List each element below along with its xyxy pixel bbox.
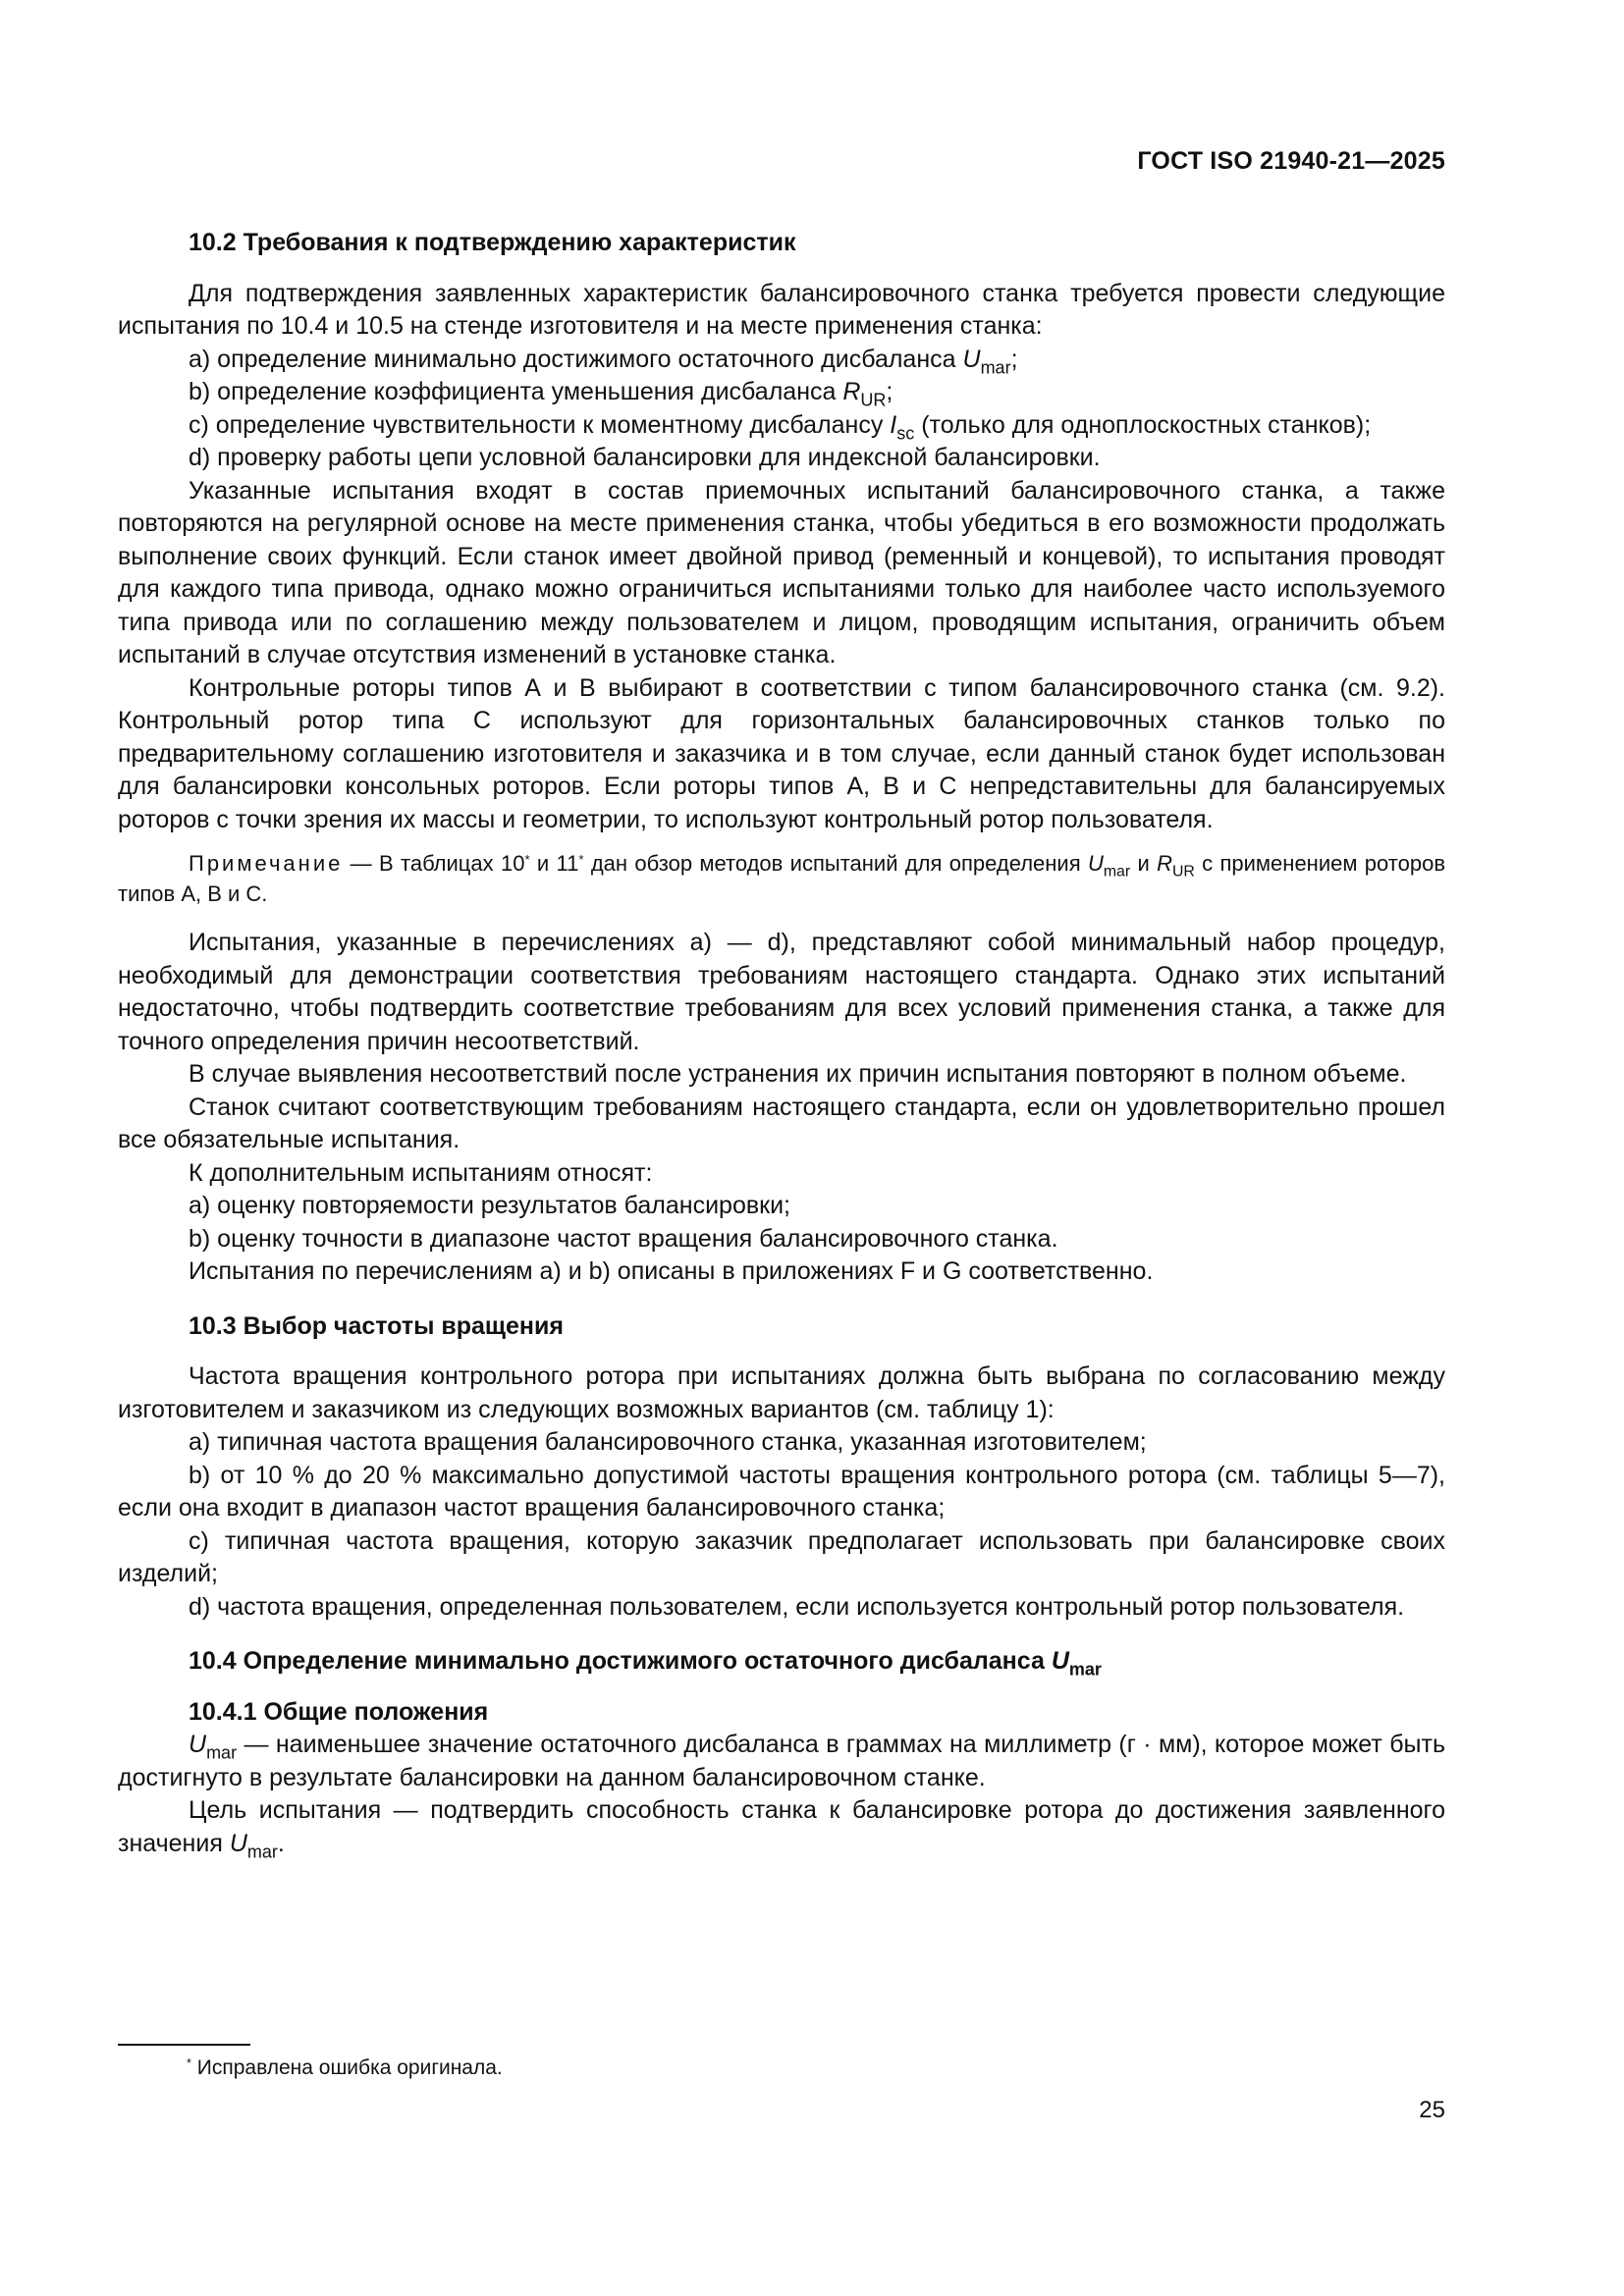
paragraph: Цель испытания — подтвердить способность станка к балансировке ротора до достижения заявленного значения $U_{mar}$. (118, 1796, 1445, 1861)
section-heading-10-4: 10.4 Определение минимально достижимого остаточного дисбаланса $U_{mar}$ (189, 1647, 1102, 1680)
paragraph: Для подтверждения заявленных характеристик балансировочного станка требуется провести следующие испытания по 10.4 и 10.5 на стенде изготовителя и на месте применения станка: (118, 279, 1445, 340)
paragraph: Частота вращения контрольного ротора при испытаниях должна быть выбрана по согласованию между изготовителем и заказчиком из следующих возможных вариантов (см. таблицу 1): (118, 1362, 1445, 1423)
list-item: с) определение чувствительности к моментному дисбалансу $I_{sc}$ (только для одноплоскостных станков); (189, 410, 1372, 443)
list-item: а) определение минимально достижимого остаточного дисбаланса $U_{mar}$; (189, 345, 1018, 377)
list-item: b) определение коэффициента уменьшения дисбаланса $R_{UR}$; (189, 378, 893, 410)
list-item: b) оценку точности в диапазоне частот вращения балансировочного станка. (189, 1224, 1058, 1253)
list-item: d) частота вращения, определенная пользователем, если используется контрольный ротор пользователя. (189, 1592, 1405, 1621)
footnote: * Исправлена ошибка оригинала. (187, 2056, 503, 2079)
subsection-heading-10-4-1: 10.4.1 Общие положения (189, 1697, 489, 1726)
paragraph: Станок считают соответствующим требованиям настоящего стандарта, если он удовлетворительно прошел все обязательные испытания. (118, 1093, 1445, 1153)
paragraph: $U_{mar}$ — наименьшее значение остаточного дисбаланса в граммах на миллиметр (г · мм), которое может быть достигнуто в результате балансировки на данном балансировочном станке. (118, 1731, 1445, 1791)
list-item: а) оценку повторяемости результатов балансировки; (189, 1192, 790, 1219)
page-body (118, 221, 1445, 1860)
list-item: b) от 10 % до 20 % максимально допустимой частоты вращения контрольного ротора (см. таблицы 5—7), если она входит в диапазон частот вращения балансировочного станка; (118, 1461, 1445, 1522)
list-item: с) типичная частота вращения, которую заказчик предполагает использовать при балансировке своих изделий; (118, 1526, 1445, 1587)
section-heading-10-3: 10.3 Выбор частоты вращения (189, 1311, 564, 1340)
section-heading-10-2: 10.2 Требования к подтверждению характеристик (189, 229, 796, 256)
document-code: ГОСТ ISO 21940-21—2025 (1137, 147, 1445, 175)
page-number: 25 (1419, 2097, 1445, 2123)
paragraph: В случае выявления несоответствий после устранения их причин испытания повторяют в полном объеме. (189, 1060, 1407, 1088)
paragraph: Указанные испытания входят в состав приемочных испытаний балансировочного станка, а также повторяются на регулярной основе на месте применения станка, чтобы убедиться в его возможности продолжать выполнение своих функций. Если станок имеет двойной привод (ременный и концевой), то испытания проводят для каждого типа привода, однако можно ограничиться испытаниями только для наиболее часто используемого типа привода или по соглашению между пользователем и лицом, проводящим испытания, ограничить объем испытаний в случае отсутствия изменений в установке станка. (118, 476, 1445, 668)
paragraph: Испытания по перечислениям а) и b) описаны в приложениях F и G соответственно. (189, 1257, 1154, 1285)
paragraph: К дополнительным испытаниям относят: (189, 1158, 653, 1187)
paragraph: Контрольные роторы типов А и В выбирают в соответствии с типом балансировочного станка (см. 9.2). Контрольный ротор типа С используют для горизонтальных балансировочных станков только по предварительному соглашению изготовителя и заказчика и в том случае, если данный станок будет использован для балансировки консольных роторов. Если роторы типов А, В и С непредставительны для балансируемых роторов с точки зрения их массы и геометрии, то используют контрольный ротор пользователя. (118, 673, 1445, 833)
footnote-divider (118, 2044, 250, 2046)
list-item: d) проверку работы цепи условной балансировки для индексной балансировки. (189, 444, 1101, 471)
paragraph: Испытания, указанные в перечислениях а) — d), представляют собой минимальный набор процедур, необходимый для демонстрации соответствия требованиям настоящего стандарта. Однако этих испытаний недостаточно, чтобы подтвердить соответствие требованиям для всех условий применения станка, а также для точного определения причин несоответствий. (118, 929, 1445, 1055)
list-item: а) типичная частота вращения балансировочного станка, указанная изготовителем; (189, 1428, 1147, 1456)
note: Примечание — В таблицах 10* и 11* дан обзор методов испытаний для определения $U_{mar}$ и $R_{UR}$ с применением роторов типов А, В и С. (118, 851, 1446, 906)
